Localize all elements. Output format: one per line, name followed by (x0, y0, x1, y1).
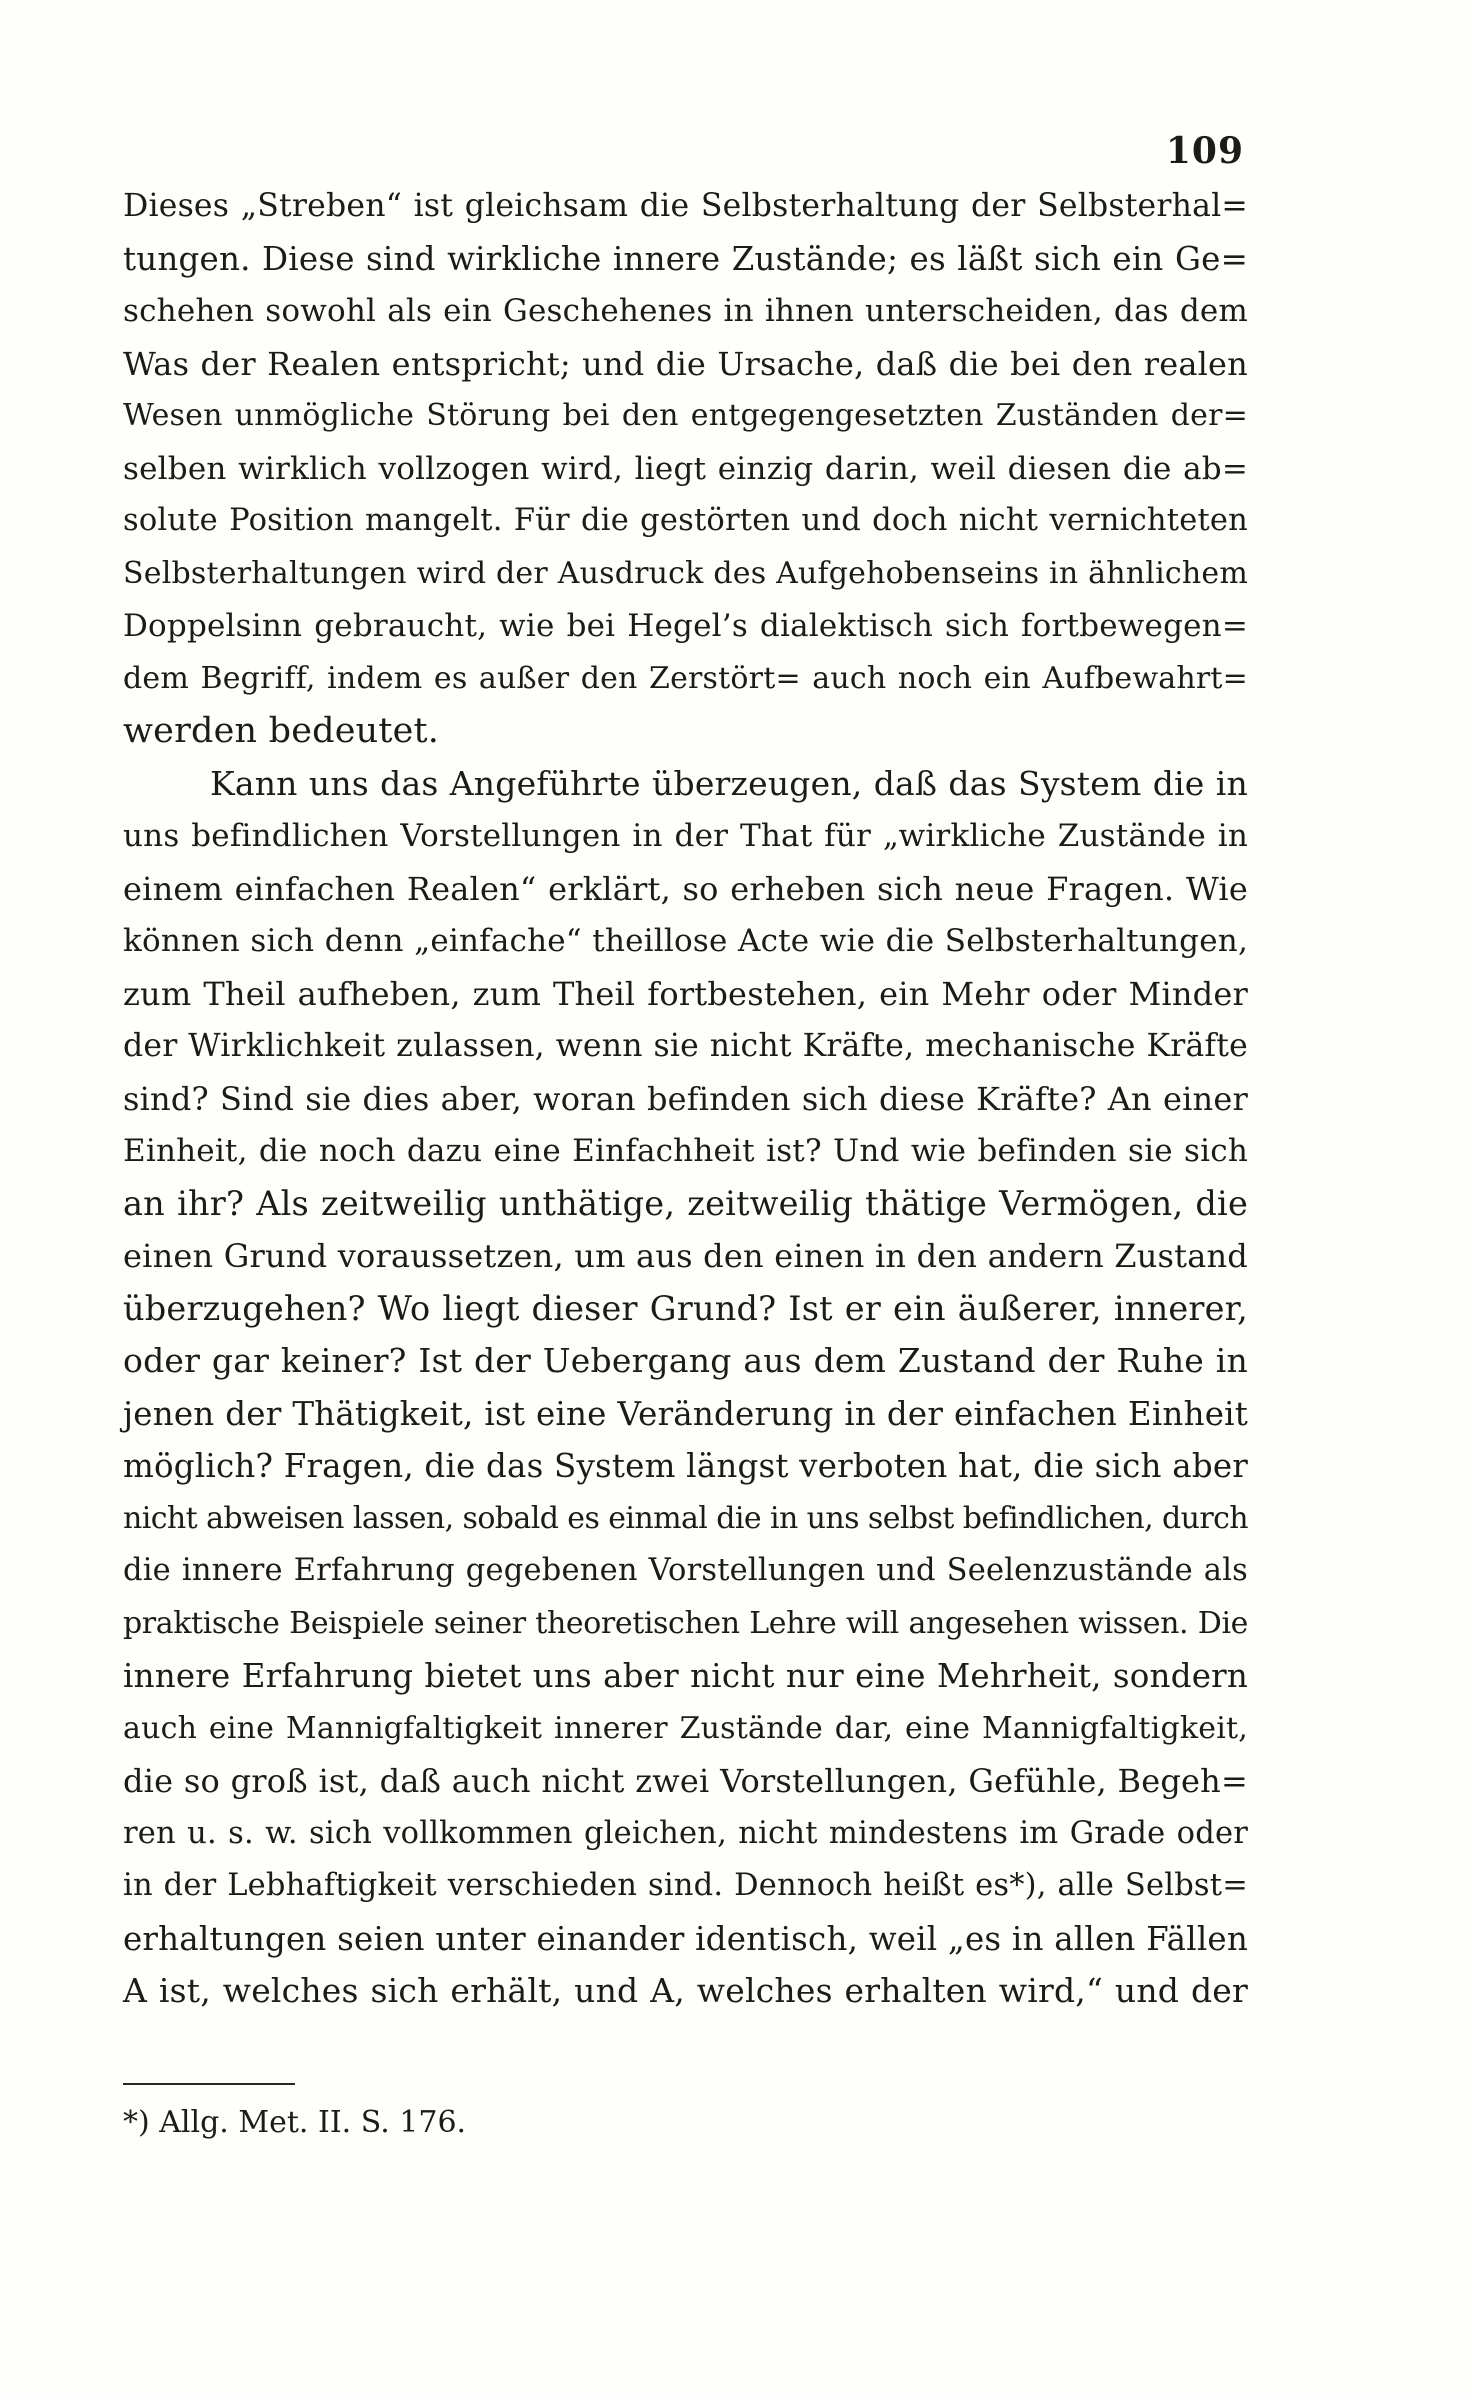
text-line: an ihr? Als zeitweilig unthätige, zeitweilig thätige Vermögen, die (123, 1183, 1248, 1223)
text-line: uns befindlichen Vorstellungen in der That für „wirkliche Zustände in (123, 818, 1248, 854)
text-line: Dieses „Streben“ ist gleichsam die Selbsterhaltung der Selbsterhal= (123, 188, 1248, 224)
footnote: *) Allg. Met. II. S. 176. (123, 2105, 467, 2140)
paragraph-end-line: werden bedeutet. (123, 711, 440, 751)
footnote-divider (123, 2083, 295, 2085)
text-line: oder gar keiner? Ist der Uebergang aus dem Zustand der Ruhe in (123, 1341, 1248, 1380)
paragraph-start-line: Kann uns das Angeführte überzeugen, daß das System die in (210, 763, 1248, 803)
text-line: einen Grund voraussetzen, um aus den einen in den andern Zustand (123, 1237, 1248, 1275)
text-line: praktische Beispiele seiner theoretischen Lehre will angesehen wissen. Die (123, 1605, 1248, 1641)
text-line: Selbsterhaltungen wird der Ausdruck des Aufgehobenseins in ähnlichem (123, 555, 1248, 591)
text-line: tungen. Diese sind wirkliche innere Zustände; es läßt sich ein Ge= (123, 239, 1248, 278)
page-number: 109 (1165, 130, 1244, 172)
body-text (123, 180, 1248, 2018)
text-line: selben wirklich vollzogen wird, liegt einzig darin, weil diesen die ab= (123, 450, 1248, 487)
text-line: nicht abweisen lassen, sobald es einmal die in uns selbst befindlichen, durch (123, 1500, 1248, 1536)
text-line: sind? Sind sie dies aber, woran befinden sich diese Kräfte? An einer (123, 1079, 1248, 1118)
text-line: dem Begriff, indem es außer den Zerstört= auch noch ein Aufbewahrt= (123, 660, 1248, 696)
text-line: die so groß ist, daß auch nicht zwei Vorstellungen, Gefühle, Begeh= (123, 1762, 1248, 1800)
text-line: Wesen unmögliche Störung bei den entgegengesetzten Zuständen der= (123, 398, 1248, 433)
text-line: innere Erfahrung bietet uns aber nicht nur eine Mehrheit, sondern (123, 1657, 1248, 1695)
text-line: ren u. s. w. sich vollkommen gleichen, nicht mindestens im Grade oder (123, 1815, 1248, 1851)
text-line: einem einfachen Realen“ erklärt, so erheben sich neue Fragen. Wie (123, 869, 1248, 908)
text-line: können sich denn „einfache“ theillose Acte wie die Selbsterhaltungen, (123, 923, 1248, 959)
text-line: Was der Realen entspricht; und die Ursache, daß die bei den realen (123, 344, 1248, 383)
text-line: schehen sowohl als ein Geschehenes in ihnen unterscheiden, das dem (123, 293, 1248, 329)
text-line: überzugehen? Wo liegt dieser Grund? Ist er ein äußerer, innerer, (123, 1288, 1248, 1328)
text-line: jenen der Thätigkeit, ist eine Veränderung in der einfachen Einheit (123, 1394, 1248, 1433)
text-line: der Wirklichkeit zulassen, wenn sie nicht Kräfte, mechanische Kräfte (123, 1028, 1248, 1064)
text-line: Einheit, die noch dazu eine Einfachheit ist? Und wie befinden sie sich (123, 1133, 1248, 1169)
text-line: auch eine Mannigfaltigkeit innerer Zustände dar, eine Mannigfaltigkeit, (123, 1710, 1248, 1746)
text-line: möglich? Fragen, die das System längst verboten hat, die sich aber (123, 1447, 1248, 1485)
text-line: erhaltungen seien unter einander identisch, weil „es in allen Fällen (123, 1919, 1248, 1958)
text-line: Doppelsinn gebraucht, wie bei Hegel’s dialektisch sich fortbewegen= (123, 608, 1248, 644)
text-line: zum Theil aufheben, zum Theil fortbestehen, ein Mehr oder Minder (123, 974, 1248, 1013)
text-line: in der Lebhaftigkeit verschieden sind. Dennoch heißt es*), alle Selbst= (123, 1868, 1248, 1903)
text-line: solute Position mangelt. Für die gestörten und doch nicht vernichteten (123, 503, 1248, 538)
text-line: A ist, welches sich erhält, und A, welches erhalten wird,“ und der (123, 1971, 1248, 2010)
text-line: die innere Erfahrung gegebenen Vorstellungen und Seelenzustände als (123, 1553, 1248, 1588)
